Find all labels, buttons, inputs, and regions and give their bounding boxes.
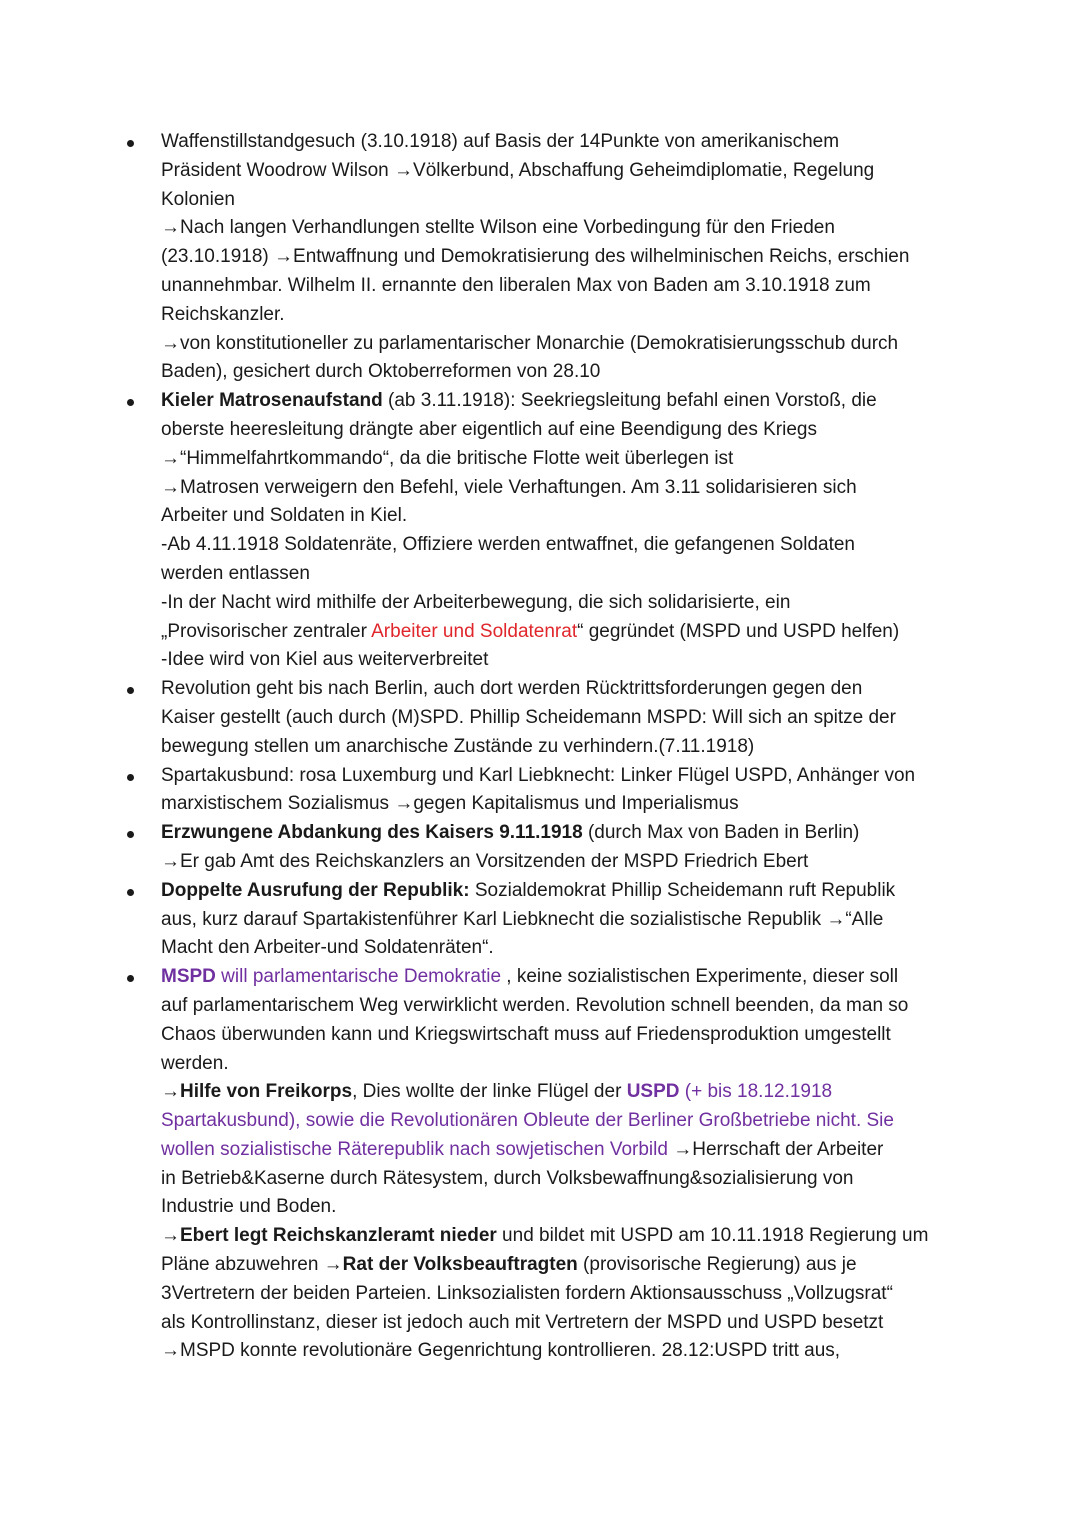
- bullet-point-icon: [127, 975, 134, 982]
- text-segment: „Provisorischer zentraler: [161, 620, 372, 642]
- bullet-item: [0, 387, 1080, 675]
- text-line: [161, 128, 968, 157]
- bullet-point-icon: [127, 774, 134, 781]
- text-line: [161, 819, 968, 848]
- text-line: [161, 848, 968, 877]
- text-segment: Macht den Arbeiter-und Soldatenräten“.: [161, 937, 494, 959]
- text-line: [161, 704, 968, 733]
- text-segment: Arbeiter und Soldatenrat: [371, 620, 578, 642]
- text-segment: -Idee wird von Kiel aus weiterverbreitet: [161, 649, 489, 671]
- text-line: [161, 992, 968, 1021]
- bullet-item: [0, 762, 1080, 820]
- text-segment: Industrie und Boden.: [161, 1196, 337, 1218]
- text-line: [161, 1280, 968, 1309]
- text-line: [161, 1136, 968, 1165]
- text-segment: Erzwungene Abdankung des Kaisers 9.11.1918: [161, 822, 583, 844]
- text-segment: “ gegründet (MSPD und USPD helfen): [577, 620, 900, 642]
- bullet-point-icon: [127, 140, 134, 147]
- text-segment: →Er gab Amt des Reichskanzlers an Vorsitzenden der MSPD Friedrich Ebert: [161, 850, 809, 872]
- text-segment: (23.10.1918) →Entwaffnung und Demokratisierung des wilhelminischen Reichs, erschien: [161, 246, 910, 268]
- text-segment: bewegung stellen um anarchische Zustände zu verhindern.(7.11.1918): [161, 735, 755, 757]
- text-line: [161, 1050, 968, 1079]
- text-segment: →Matrosen verweigern den Befehl, viele Verhaftungen. Am 3.11 solidarisieren sich: [161, 476, 857, 498]
- text-segment: USPD: [626, 1081, 680, 1103]
- text-line: [161, 445, 968, 474]
- text-segment: oberste heeresleitung drängte aber eigentlich auf eine Beendigung des Kriegs: [161, 418, 817, 440]
- text-segment: →Ebert legt Reichskanzleramt nieder: [161, 1225, 497, 1247]
- bullet-item: [0, 877, 1080, 963]
- text-line: [161, 330, 968, 359]
- text-line: [161, 474, 968, 503]
- text-line: [161, 272, 968, 301]
- text-line: [161, 186, 968, 215]
- text-line: [161, 1165, 968, 1194]
- text-segment: wollen sozialistische Räterepublik nach sowjetischen Vorbild: [161, 1138, 668, 1160]
- text-segment: →Hilfe von Freikorps: [161, 1081, 353, 1103]
- text-segment: , Dies wollte der linke Flügel der: [352, 1081, 627, 1103]
- text-segment: werden.: [161, 1052, 229, 1074]
- bullet-point-icon: [127, 399, 134, 406]
- text-line: [161, 214, 968, 243]
- text-segment: Baden), gesichert durch Oktoberreformen von 28.10: [161, 361, 601, 383]
- text-segment: will parlamentarische Demokratie: [215, 966, 502, 988]
- notes-list: [0, 128, 1080, 1366]
- text-segment: Waffenstillstandgesuch (3.10.1918) auf Basis der 14Punkte von amerikanischem: [161, 131, 840, 152]
- text-segment: Revolution geht bis nach Berlin, auch dort werden Rücktrittsforderungen gegen den: [161, 678, 863, 700]
- text-segment: 3Vertretern der beiden Parteien. Linksozialisten fordern Aktionsausschuss „Vollzugsrat“: [161, 1282, 893, 1304]
- text-segment: und bildet mit USPD am 10.11.1918 Regierung um: [496, 1225, 929, 1247]
- text-line: [161, 733, 968, 762]
- text-line: [161, 358, 968, 387]
- text-line: [161, 877, 968, 906]
- text-line: [161, 502, 968, 531]
- text-segment: Doppelte Ausrufung der Republik:: [161, 879, 470, 901]
- text-line: [161, 1078, 968, 1107]
- text-line: [161, 1021, 968, 1050]
- text-segment: →Nach langen Verhandlungen stellte Wilson eine Vorbedingung für den Frieden: [161, 217, 835, 239]
- text-segment: Kolonien: [161, 188, 235, 210]
- text-line: [161, 301, 968, 330]
- text-segment: MSPD: [161, 966, 216, 988]
- text-segment: Spartakusbund), sowie die Revolutionären Obleute der Berliner Großbetriebe nicht. Sie: [161, 1110, 894, 1132]
- text-line: [161, 906, 968, 935]
- text-line: [161, 790, 968, 819]
- document-page: [0, 128, 1080, 1366]
- text-segment: →MSPD konnte revolutionäre Gegenrichtung kontrollieren. 28.12:USPD tritt aus,: [161, 1340, 841, 1362]
- text-line: [161, 1107, 968, 1136]
- text-line: [161, 675, 968, 704]
- text-segment: (provisorische Regierung) aus je: [577, 1254, 857, 1276]
- text-segment: →von konstitutioneller zu parlamentarischer Monarchie (Demokratisierungsschub durch: [161, 332, 899, 354]
- text-segment: Kieler Matrosenaufstand: [161, 390, 383, 412]
- text-segment: in Betrieb&Kaserne durch Rätesystem, durch Volksbewaffnung&sozialisierung von: [161, 1167, 854, 1189]
- text-line: [161, 1193, 968, 1222]
- text-line: [161, 1337, 968, 1366]
- text-segment: Pläne abzuwehren: [161, 1254, 324, 1276]
- text-line: [161, 243, 968, 272]
- bullet-item: [0, 963, 1080, 1366]
- text-line: [161, 531, 968, 560]
- text-line: [161, 589, 968, 618]
- text-segment: Reichskanzler.: [161, 303, 285, 325]
- bullet-item: [0, 675, 1080, 761]
- text-segment: auf parlamentarischem Weg verwirklicht werden. Revolution schnell beenden, da man so: [161, 994, 909, 1016]
- text-line: [161, 618, 968, 647]
- bullet-point-icon: [127, 687, 134, 694]
- text-segment: Spartakusbund: rosa Luxemburg und Karl Liebknecht: Linker Flügel USPD, Anhänger von: [161, 764, 916, 786]
- text-segment: Präsident Woodrow Wilson →Völkerbund, Abschaffung Geheimdiplomatie, Regelung: [161, 159, 875, 181]
- text-line: [161, 1309, 968, 1338]
- text-line: [161, 560, 968, 589]
- text-segment: , keine sozialistischen Experimente, dieser soll: [501, 966, 899, 988]
- bullet-item: [0, 819, 1080, 877]
- text-segment: (+ bis 18.12.1918: [679, 1081, 833, 1103]
- text-segment: (ab 3.11.1918): Seekriegsleitung befahl einen Vorstoß, die: [382, 390, 877, 412]
- text-segment: Chaos überwunden kann und Kriegswirtschaft muss auf Friedensproduktion umgestellt: [161, 1023, 891, 1045]
- text-segment: aus, kurz darauf Spartakistenführer Karl Liebknecht die sozialistische Republik →“Alle: [161, 908, 884, 930]
- text-line: [161, 416, 968, 445]
- text-segment: →“Himmelfahrtkommando“, da die britische Flotte weit überlegen ist: [161, 447, 734, 469]
- text-line: [161, 934, 968, 963]
- text-segment: (durch Max von Baden in Berlin): [582, 822, 860, 844]
- bullet-point-icon: [127, 831, 134, 838]
- text-line: [161, 963, 968, 992]
- bullet-point-icon: [127, 889, 134, 896]
- text-line: [161, 1222, 968, 1251]
- text-line: [161, 157, 968, 186]
- text-line: [161, 646, 968, 675]
- text-segment: Arbeiter und Soldaten in Kiel.: [161, 505, 408, 527]
- text-segment: werden entlassen: [161, 562, 310, 584]
- text-segment: unannehmbar. Wilhelm II. ernannte den liberalen Max von Baden am 3.10.1918 zum: [161, 274, 871, 296]
- text-segment: marxistischem Sozialismus →gegen Kapitalismus und Imperialismus: [161, 793, 739, 815]
- text-segment: -Ab 4.11.1918 Soldatenräte, Offiziere werden entwaffnet, die gefangenen Soldaten: [161, 534, 856, 556]
- text-segment: als Kontrollinstanz, dieser ist jedoch auch mit Vertretern der MSPD und USPD besetzt: [161, 1311, 884, 1333]
- text-line: [161, 387, 968, 416]
- text-segment: →Herrschaft der Arbeiter: [667, 1138, 884, 1160]
- text-line: [161, 762, 968, 791]
- text-segment: Sozialdemokrat Phillip Scheidemann ruft Republik: [469, 879, 896, 901]
- text-line: [161, 1251, 968, 1280]
- text-segment: →Rat der Volksbeauftragten: [323, 1254, 578, 1276]
- bullet-item: [0, 128, 1080, 387]
- text-segment: -In der Nacht wird mithilfe der Arbeiterbewegung, die sich solidarisierte, ein: [161, 591, 791, 613]
- text-segment: Kaiser gestellt (auch durch (M)SPD. Phillip Scheidemann MSPD: Will sich an spitze der: [161, 706, 896, 728]
